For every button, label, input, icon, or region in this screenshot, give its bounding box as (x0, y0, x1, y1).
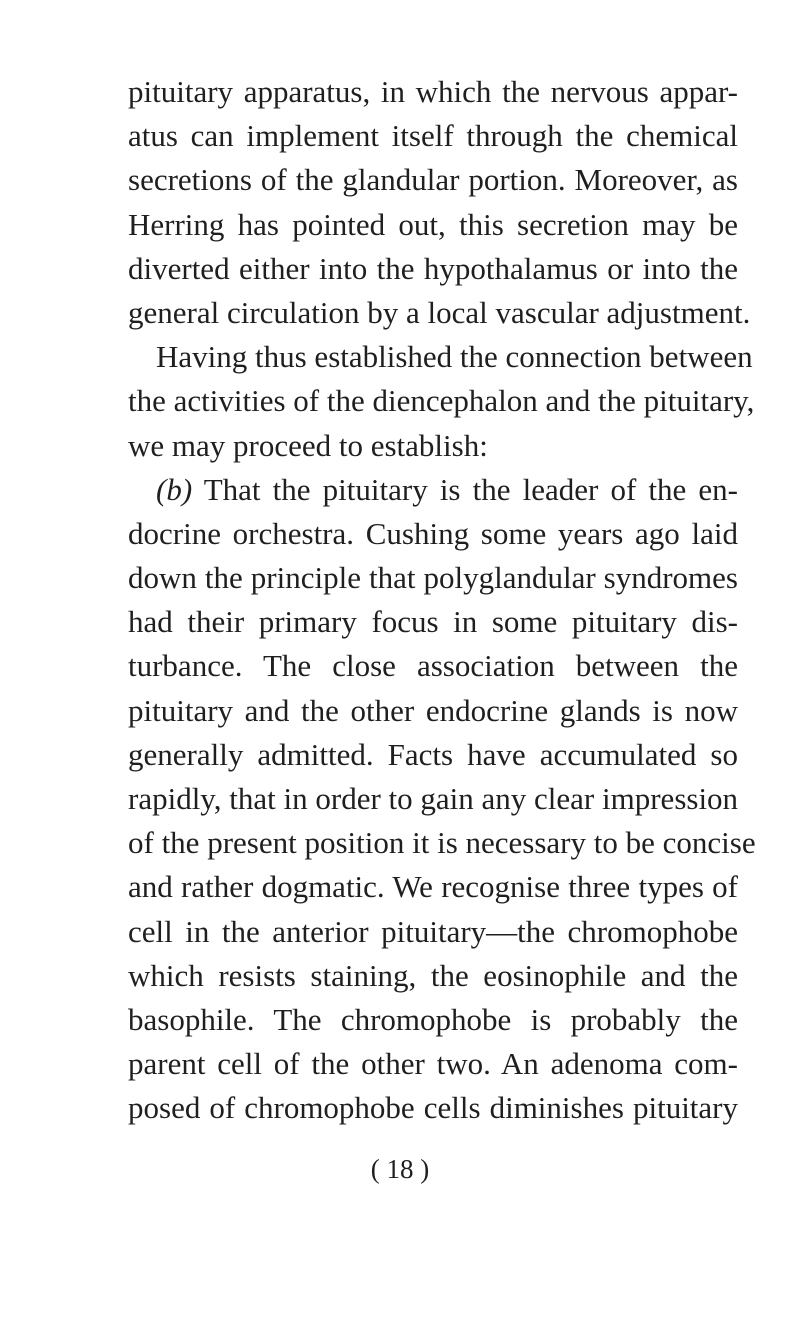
text-line: of the present position it is necessary to be concise (128, 825, 756, 861)
text-line: had their primary focus in some pituitary dis- (128, 604, 738, 640)
text-line: cell in the anterior pituitary—the chromophobe (128, 913, 738, 949)
text-line: turbance. The close association between the (128, 648, 738, 684)
paragraph-b-first-line (128, 468, 738, 512)
text-line: docrine orchestra. Cushing some years ago laid (128, 515, 738, 551)
text-line: down the principle that polyglandular syndromes (128, 560, 738, 596)
text-line: pituitary apparatus, in which the nervous appar- (128, 74, 738, 109)
text-line: the activities of the diencephalon and the pituitary, (128, 383, 755, 419)
text-line: generally admitted. Facts have accumulated so (128, 736, 738, 772)
text-line: secretions of the glandular portion. Moreover, as (128, 162, 738, 198)
text-line: pituitary and the other endocrine glands is now (128, 692, 738, 728)
text-line: Having thus established the connection between (156, 339, 753, 375)
text-line: That the pituitary is the leader of the en- (192, 471, 738, 507)
text-line: general circulation by a local vascular adjustment. (128, 294, 751, 330)
paragraph-label: (b) (156, 471, 193, 507)
text-line: rapidly, that in order to gain any clear impression (128, 781, 739, 816)
text-line: which resists staining, the eosinophile and the (128, 957, 738, 993)
text-line: parent cell of the other two. An adenoma com- (128, 1046, 738, 1082)
text-line: atus can implement itself through the chemical (128, 118, 738, 154)
page-number: ( 18 ) (370, 1154, 430, 1184)
text-line: we may proceed to establish: (128, 427, 488, 463)
body-text (128, 70, 756, 1131)
text-line: posed of chromophobe cells diminishes pituitary (128, 1090, 738, 1126)
text-line: basophile. The chromophobe is probably the (128, 1001, 738, 1037)
text-line: diverted either into the hypothalamus or into the (128, 250, 738, 286)
text-line: Herring has pointed out, this secretion may be (128, 206, 738, 242)
text-line: and rather dogmatic. We recognise three types of (128, 869, 738, 905)
